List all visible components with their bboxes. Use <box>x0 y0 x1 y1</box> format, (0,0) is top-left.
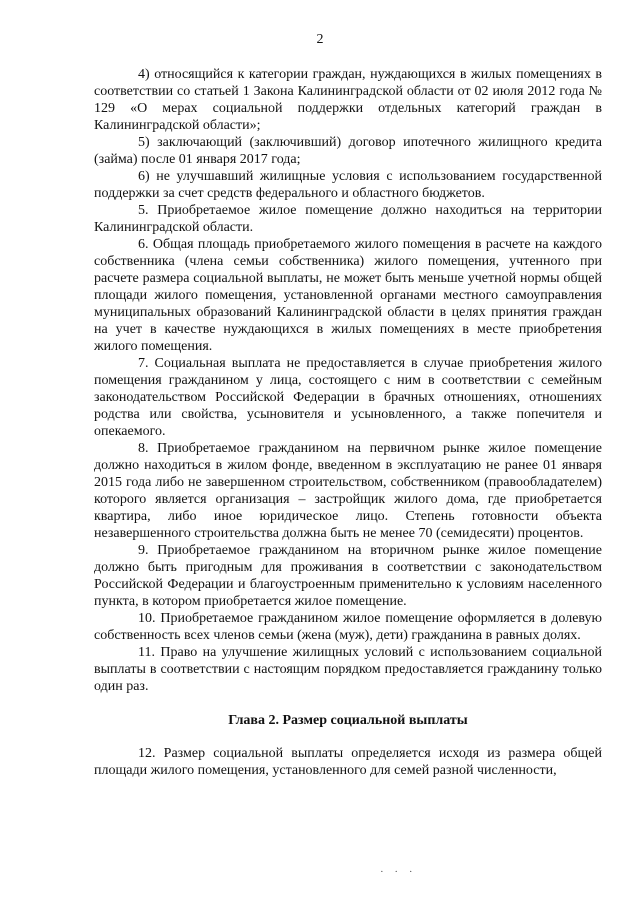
paragraph-clause-11: 11. Право на улучшение жилищных условий с использованием социальной выплаты в соответствии с настоящим порядком предоставляется гражданину только один раз. <box>94 645 602 694</box>
page-number: 2 <box>316 32 324 47</box>
paragraph-item-5: 5) заключающий (заключивший) договор ипотечного жилищного кредита (займа) после 01 января 2017 года; <box>94 135 602 167</box>
paragraph-clause-7: 7. Социальная выплата не предоставляется в случае приобретения жилого помещения гражданином у лица, состоящего с ним в соответствии с семейным законодательством Российской Федерации в брачных отношениях, отношениях родства или свойства, усыновителя и усыновленного, а также попечителя и опекаемого. <box>94 356 602 439</box>
paragraph-clause-9: 9. Приобретаемое гражданином на вторичном рынке жилое помещение должно быть пригодным для проживания в соответствии с законодательством Российской Федерации и благоустроенным применительно к условиям населенного пункта, в котором приобретается жилое помещение. <box>94 543 602 609</box>
scan-artifacts: · · · <box>380 866 417 878</box>
paragraph-item-4: 4) относящийся к категории граждан, нуждающихся в жилых помещениях в соответствии со статьей 1 Закона Калининградской области от 02 июля 2012 года № 129 «О мерах социальной поддержки отдельных категорий граждан в Калининградской области»; <box>94 67 602 133</box>
paragraph-clause-12: 12. Размер социальной выплаты определяется исходя из размера общей площади жилого помещения, установленного для семей разной численности, <box>94 746 602 778</box>
paragraph-clause-10: 10. Приобретаемое гражданином жилое помещение оформляется в долевую собственность всех членов семьи (жена (муж), дети) гражданина в равных долях. <box>94 611 602 643</box>
chapter-heading: Глава 2. Размер социальной выплаты <box>228 713 468 728</box>
paragraph-clause-8: 8. Приобретаемое гражданином на первичном рынке жилое помещение должно находиться в жилом фонде, введенном в эксплуатацию не ранее 01 января 2015 года либо не завершенном строительством, собственником (правообладателем) которого является организация – застройщик жилого дома, где приобретается квартира, либо иное юридическое лицо. Степень готовности объекта незавершенного строительства должна быть не менее 70 (семидесяти) процентов. <box>94 441 602 541</box>
paragraph-clause-6: 6. Общая площадь приобретаемого жилого помещения в расчете на каждого собственника (члена семьи собственника) жилого помещения, учтенного при расчете размера социальной выплаты, не может быть меньше учетной нормы общей площади жилого помещения, установленной органами местного самоуправления муниципальных образований Калининградской области в целях принятия граждан на учет в качестве нуждающихся в жилых помещениях в месте приобретения жилого помещения. <box>94 237 602 354</box>
document-body <box>94 66 602 779</box>
paragraph-clause-5: 5. Приобретаемое жилое помещение должно находиться на территории Калининградской области. <box>94 203 602 235</box>
paragraph-item-6: 6) не улучшавший жилищные условия с использованием государственной поддержки за счет средств федерального и областного бюджетов. <box>94 169 602 201</box>
